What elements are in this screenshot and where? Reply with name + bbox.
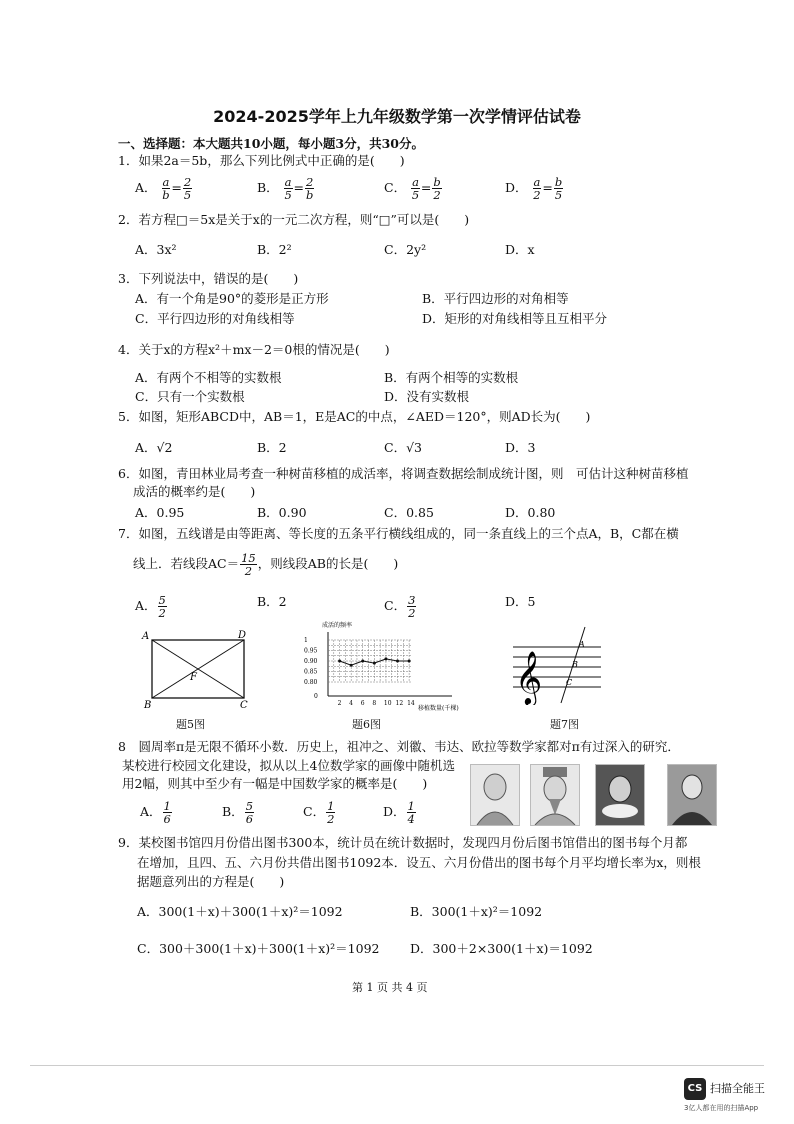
figure-5-rectangle (140, 628, 260, 713)
q3-option-d: D．矩形的对角线相等且互相平分 (422, 311, 608, 326)
fig6-ytick-label: 0 (314, 693, 318, 700)
q6-option-d: D．0.80 (505, 505, 556, 520)
portrait-euler (667, 764, 717, 826)
fig6-xlabel: 移植数量(千棵) (418, 705, 459, 712)
fig6-xtick-label: 6 (360, 700, 365, 707)
figure-6-chart (300, 620, 465, 715)
q7-option-b: B．2 (257, 594, 287, 609)
fig6-data-point (384, 657, 387, 660)
fig5-label-f: F (190, 672, 197, 683)
fig6-data-point (350, 664, 353, 667)
fig6-xtick-label: 12 (395, 700, 404, 707)
portrait-liu-hui (530, 764, 580, 826)
q7-stem-line2: 线上．若线段AC＝ $\frac{15}{2}$ ，则线段AB的长是( ) (133, 551, 399, 578)
q8-option-b: B． $\frac{5}{6}$ (222, 799, 254, 826)
q3-option-c: C．平行四边形的对角线相等 (135, 311, 295, 326)
q5-option-d: D．3 (505, 440, 536, 455)
q6-stem-line2: 成活的概率约是( ) (133, 484, 256, 499)
q5-option-a: A．√2 (135, 440, 173, 455)
q1-stem: 1．如果2a＝5b，那么下列比例式中正确的是( ) (118, 153, 405, 168)
q6-stem-line1: 6．如图，青田林业局考查一种树苗移植的成活率，将调查数据绘制成统计图，则 可估计这种树苗移植 (118, 466, 689, 481)
brand-name: 扫描全能王 (710, 1082, 765, 1095)
fig6-xtick-label: 8 (372, 700, 377, 707)
q8-option-d: D． $\frac{1}{4}$ (383, 799, 415, 826)
camscanner-logo-icon: CS (684, 1078, 706, 1100)
fig6-data-point (338, 660, 341, 663)
q4-stem: 4．关于x的方程x²＋mx－2＝0根的情况是( ) (118, 342, 390, 357)
brand-tagline: 3亿人都在用的扫描App (684, 1104, 759, 1112)
q6-option-c: C．0.85 (384, 505, 434, 520)
q5-stem: 5．如图，矩形ABCD中，AB＝1，E是AC的中点，∠AED＝120°，则AD长为( ) (118, 409, 591, 424)
q3-option-b: B．平行四边形的对角相等 (422, 291, 569, 306)
q7-option-a: A． $\frac{5}{2}$ (135, 593, 166, 620)
q9-option-a: A．300(1＋x)＋300(1＋x)²＝1092 (137, 904, 343, 919)
q4-option-a: A．有两个不相等的实数根 (135, 370, 282, 385)
q8-stem-line3: 用2幅，则其中至少有一幅是中国数学家的概率是( ) (122, 776, 428, 791)
fig6-xtick-label: 14 (407, 700, 415, 707)
fig6-ytick-label: 0.90 (304, 658, 318, 665)
fig7-label-b: B (572, 660, 578, 669)
fig7-label-a: A (579, 640, 585, 649)
q2-stem: 2．若方程□＝5x是关于x的一元二次方程，则“□”可以是( ) (118, 212, 470, 227)
q1-option-d: D． $\frac{a}{2}$ = $\frac{b}{5}$ (505, 175, 563, 202)
q5-option-b: B．2 (257, 440, 287, 455)
q1-option-b: B． $\frac{a}{5}$ = $\frac{2}{b}$ (257, 175, 314, 202)
q1-option-a: A． $\frac{a}{b}$ = $\frac{2}{5}$ (135, 175, 192, 202)
treble-clef-icon: 𝄞 (515, 650, 543, 704)
portrait-zu-chongzhi (470, 764, 520, 826)
fig6-data-point (373, 662, 376, 665)
scan-edge-line (30, 1065, 764, 1066)
q4-option-d: D．没有实数根 (384, 389, 470, 404)
fig5-label-d: D (238, 630, 247, 641)
q6-option-b: B．0.90 (257, 505, 307, 520)
q7-option-d: D．5 (505, 594, 536, 609)
q1-option-c: C． $\frac{a}{5}$ = $\frac{b}{2}$ (384, 175, 441, 202)
fig6-ytick-label: 0.80 (304, 679, 318, 686)
q2-option-a: A．3x² (135, 242, 177, 257)
q9-stem-line2: 在增加，且四、五、六月份共借出图书1092本．设五、六月份借出的图书每个月平均增长率为x，则根 (137, 855, 701, 870)
q5-option-c: C．√3 (384, 440, 422, 455)
fig6-data-point (408, 660, 411, 663)
q8-option-c: C． $\frac{1}{2}$ (303, 799, 335, 826)
q8-stem-line2: 某校进行校园文化建设，拟从以上4位数学家的画像中随机选 (122, 758, 455, 773)
fig6-xtick-label: 10 (383, 700, 392, 707)
portrait-vieta (595, 764, 645, 826)
fig6-ytick-label: 0.95 (304, 647, 318, 655)
section-heading: 一、选择题：本大题共10小题，每小题3分，共30分。 (118, 136, 424, 151)
fig6-xtick-label: 2 (337, 700, 342, 707)
fig5-label-c: C (240, 700, 248, 711)
figure-7-caption: 题7图 (550, 718, 579, 731)
q9-stem-line3: 据题意列出的方程是( ) (137, 874, 285, 889)
figure-7-staff (505, 625, 605, 705)
q2-option-b: B．2² (257, 242, 292, 257)
q9-option-d: D．300＋2×300(1＋x)＝1092 (410, 941, 593, 956)
q4-option-c: C．只有一个实数根 (135, 389, 245, 404)
fig6-xtick-label: 4 (349, 700, 354, 707)
fig6-data-point (396, 660, 399, 663)
page-title: 2024-2025学年上九年级数学第一次学情评估试卷 (213, 107, 581, 126)
figure-6-caption: 题6图 (352, 718, 381, 731)
q7-stem-line1: 7．如图，五线谱是由等距离、等长度的五条平行横线组成的，同一条直线上的三个点A，B，C都在横 (118, 526, 679, 541)
fig7-label-c: C (566, 678, 573, 687)
q8-option-a: A． $\frac{1}{6}$ (140, 799, 171, 826)
fig6-ytick-label: 0.85 (304, 668, 318, 676)
q2-option-d: D．x (505, 242, 535, 257)
fig6-ylabel: 成活的频率 (322, 622, 353, 629)
page-footer: 第 1 页 共 4 页 (352, 981, 428, 994)
fig6-ytick-label: 1 (304, 637, 308, 644)
q2-option-c: C．2y² (384, 242, 427, 257)
fig5-label-b: B (144, 700, 152, 711)
q6-option-a: A．0.95 (135, 505, 185, 520)
q9-option-b: B．300(1＋x)²＝1092 (410, 904, 543, 919)
q7-option-c: C． $\frac{3}{2}$ (384, 593, 416, 620)
q9-stem-line1: 9．某校图书馆四月份借出图书300本，统计员在统计数据时，发现四月份后图书馆借出的图书每个月都 (118, 835, 688, 850)
q9-option-c: C．300＋300(1＋x)＋300(1＋x)²＝1092 (137, 941, 380, 956)
figure-5-caption: 题5图 (176, 718, 205, 731)
q4-option-b: B．有两个相等的实数根 (384, 370, 519, 385)
q3-stem: 3．下列说法中，错误的是( ) (118, 271, 299, 286)
q8-stem-line1: 8 圆周率π是无限不循环小数．历史上，祖冲之、刘徽、韦达、欧拉等数学家都对π有过深入的研究． (118, 739, 680, 754)
fig5-label-a: A (142, 631, 150, 642)
fig6-data-point (361, 660, 364, 663)
q3-option-a: A．有一个角是90°的菱形是正方形 (135, 291, 329, 306)
